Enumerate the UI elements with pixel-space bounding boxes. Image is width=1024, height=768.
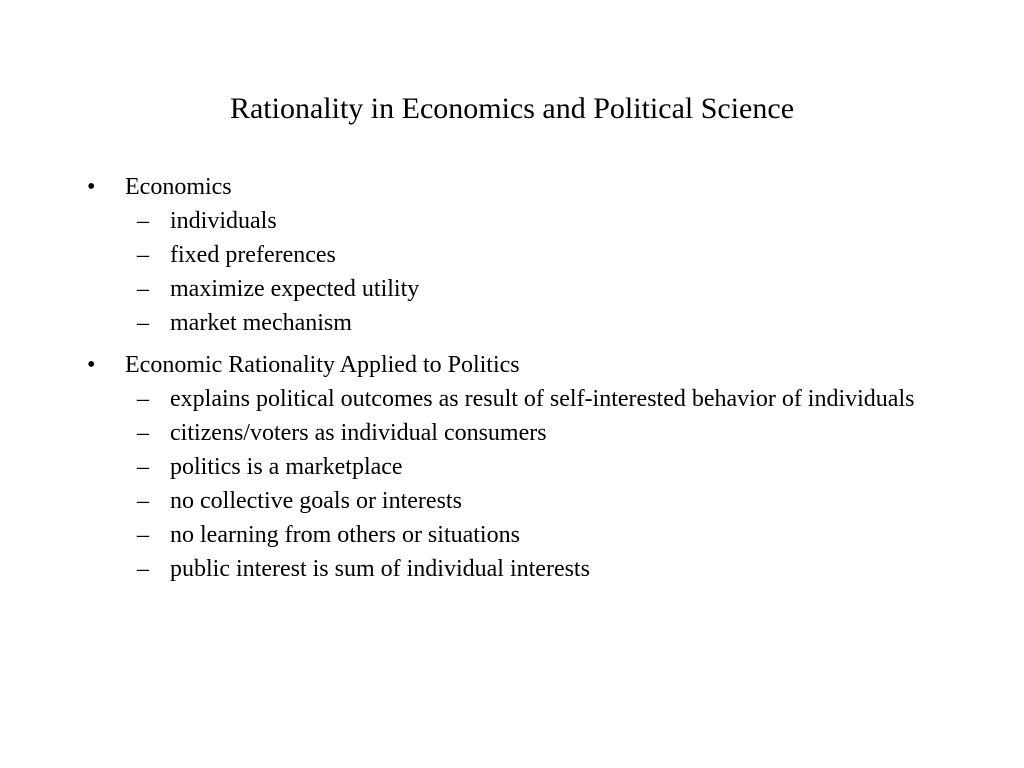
sub-marker: – <box>137 208 149 234</box>
sub-item <box>125 238 940 272</box>
sub-item-text: market mechanism <box>170 310 352 336</box>
sub-marker: – <box>137 386 149 412</box>
sub-marker: – <box>137 556 149 582</box>
bullet-marker: • <box>87 352 96 378</box>
sub-item <box>125 272 940 306</box>
sub-marker: – <box>137 310 149 336</box>
sub-marker: – <box>137 488 149 514</box>
bullet-economics <box>80 170 940 340</box>
sub-item <box>125 382 940 416</box>
bullet-marker: • <box>87 174 96 200</box>
sub-item-text: no collective goals or interests <box>170 488 462 514</box>
sub-item-text: explains political outcomes as result of self-interested behavior of individuals <box>170 386 915 412</box>
sub-list <box>125 204 940 340</box>
bullet-economic-rationality-politics <box>80 348 940 586</box>
sub-item-text: public interest is sum of individual interests <box>170 556 590 582</box>
sub-item-text: maximize expected utility <box>170 276 420 302</box>
sub-item <box>125 416 940 450</box>
sub-item-text: individuals <box>170 208 277 234</box>
slide-title: Rationality in Economics and Political Science <box>229 92 795 125</box>
sub-item-text: politics is a marketplace <box>170 454 403 480</box>
sub-marker: – <box>137 522 149 548</box>
sub-item <box>125 518 940 552</box>
slide-content <box>80 170 940 586</box>
sub-item <box>125 306 940 340</box>
sub-marker: – <box>137 242 149 268</box>
sub-marker: – <box>137 276 149 302</box>
sub-item-text: no learning from others or situations <box>170 522 520 548</box>
sub-marker: – <box>137 420 149 446</box>
sub-item <box>125 450 940 484</box>
bullet-text: Economics <box>125 174 232 200</box>
sub-item <box>125 552 940 586</box>
sub-item <box>125 204 940 238</box>
sub-list <box>125 382 940 586</box>
sub-item-text: fixed preferences <box>170 242 336 268</box>
sub-item-text: citizens/voters as individual consumers <box>170 420 547 446</box>
sub-item <box>125 484 940 518</box>
bullet-text: Economic Rationality Applied to Politics <box>125 352 520 378</box>
sub-marker: – <box>137 454 149 480</box>
